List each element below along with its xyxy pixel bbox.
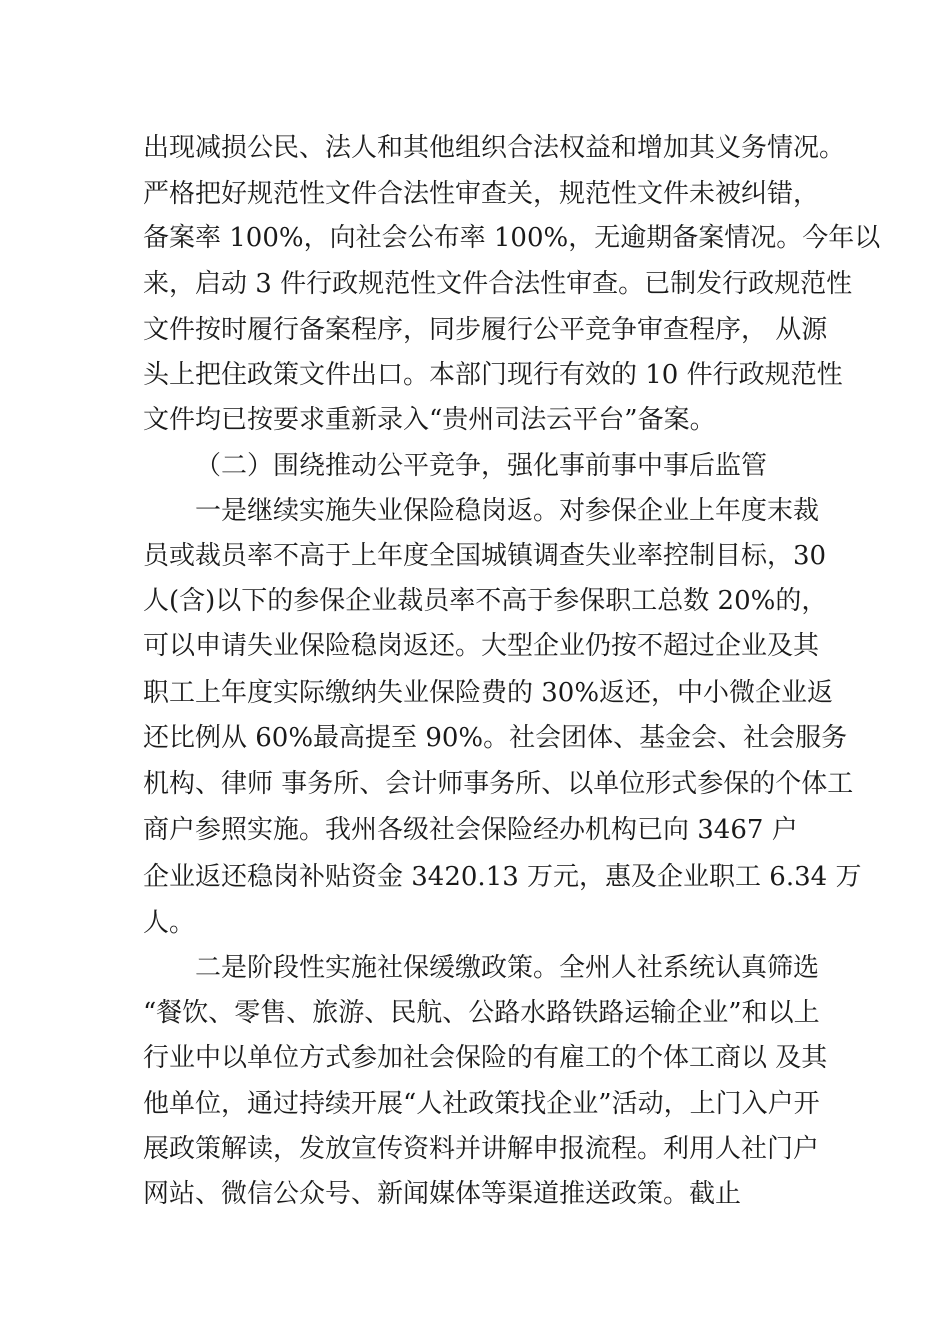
text-line: 他单位，通过持续开展“人社政策找企业”活动，上门入户开 (143, 1089, 820, 1119)
text-line: 备案率 100%，向社会公布率 100%，无逾期备案情况。今年以 (143, 223, 881, 253)
text-line: 人。 (143, 908, 196, 938)
text-line: 出现减损公民、法人和其他组织合法权益和增加其义务情况。 (143, 133, 846, 163)
text-line: 企业返还稳岗补贴资金 3420.13 万元，惠及企业职工 6.34 万 (143, 862, 862, 892)
text-line: 可以申请失业保险稳岗返还。大型企业仍按不超过企业及其 (143, 631, 820, 661)
text-line: 严格把好规范性文件合法性审查关，规范性文件未被纠错， (143, 179, 820, 209)
text-line: 还比例从 60%最高提至 90%。社会团体、基金会、社会服务 (143, 723, 848, 753)
text-line: 展政策解读，发放宣传资料并讲解申报流程。利用人社门户 (143, 1134, 820, 1164)
text-line: 人(含)以下的参保企业裁员率不高于参保职工总数 20%的， (143, 586, 828, 616)
text-line: 机构、律师 事务所、会计师事务所、以单位形式参保的个体工 (143, 769, 854, 799)
section-heading: （二）围绕推动公平竞争，强化事前事中事后监管 (195, 451, 768, 481)
text-line: 行业中以单位方式参加社会保险的有雇工的个体工商以 及其 (143, 1043, 828, 1073)
text-line: 员或裁员率不高于上年度全国城镇调查失业率控制目标，30 (143, 541, 827, 571)
text-line: 文件均已按要求重新录入“贵州司法云平台”备案。 (143, 405, 716, 435)
text-line: 一是继续实施失业保险稳岗返。对参保企业上年度末裁 (195, 496, 820, 526)
text-line: 头上把住政策文件出口。本部门现行有效的 10 件行政规范性 (143, 360, 843, 390)
text-line: 职工上年度实际缴纳失业保险费的 30%返还，中小微企业返 (143, 678, 834, 708)
text-line: 商户参照实施。我州各级社会保险经办机构已向 3467 户 (143, 815, 798, 845)
text-line: “餐饮、零售、旅游、民航、公路水路铁路运输企业”和以上 (143, 998, 820, 1028)
text-line: 二是阶段性实施社保缓缴政策。全州人社系统认真筛选 (195, 953, 820, 983)
text-line: 来，启动 3 件行政规范性文件合法性审查。已制发行政规范性 (143, 269, 853, 299)
text-line: 文件按时履行备案程序，同步履行公平竞争审查程序， 从源 (143, 315, 828, 345)
text-line: 网站、微信公众号、新闻媒体等渠道推送政策。截止 (143, 1179, 742, 1209)
